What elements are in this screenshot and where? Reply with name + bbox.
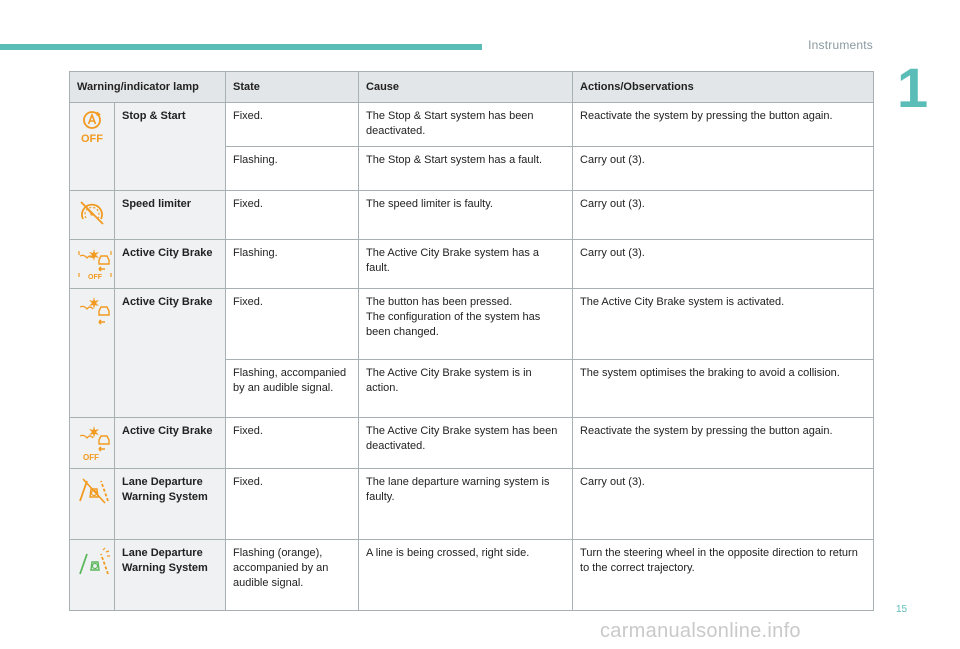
state-cell: Flashing, accompanied by an audible signal.	[226, 360, 359, 418]
cause-line: The button has been pressed.	[366, 296, 513, 308]
table-row	[70, 418, 874, 469]
off-label: OFF	[83, 453, 99, 462]
state-cell: Flashing (orange), accompanied by an audible signal.	[226, 540, 359, 611]
cause-cell: A line is being crossed, right side.	[359, 540, 573, 611]
warning-lamps-table	[69, 71, 874, 611]
lane-departure-crossing-icon	[77, 546, 111, 580]
action-cell: The Active City Brake system is activated.	[573, 289, 874, 360]
lamp-name: Lane Departure Warning System	[115, 469, 226, 540]
action-cell: Carry out (3).	[573, 240, 874, 289]
cause-cell: The Active City Brake system has a fault.	[359, 240, 573, 289]
chapter-number: 1	[897, 56, 929, 119]
table-header-row	[70, 72, 874, 103]
cause-cell: The lane departure warning system is faulty.	[359, 469, 573, 540]
active-city-brake-fault-icon	[77, 246, 113, 282]
state-cell: Flashing.	[226, 240, 359, 289]
state-cell: Fixed.	[226, 103, 359, 147]
state-cell: Fixed.	[226, 418, 359, 469]
column-header-state: State	[226, 72, 359, 103]
lamp-name: Lane Departure Warning System	[115, 540, 226, 611]
active-city-brake-icon	[77, 295, 113, 329]
state-cell: Flashing.	[226, 147, 359, 191]
table-row	[70, 240, 874, 289]
table-row	[70, 191, 874, 240]
action-cell: Carry out (3).	[573, 469, 874, 540]
icon-cell	[70, 418, 115, 469]
lamp-name: Speed limiter	[115, 191, 226, 240]
table-row	[70, 540, 874, 611]
state-cell: Fixed.	[226, 289, 359, 360]
lamp-name: Stop & Start	[115, 103, 226, 191]
off-label: OFF	[81, 133, 103, 145]
action-cell: The system optimises the braking to avoid a collision.	[573, 360, 874, 418]
cause-cell: The Active City Brake system is in action.	[359, 360, 573, 418]
table-row	[70, 103, 874, 147]
cause-cell: The speed limiter is faulty.	[359, 191, 573, 240]
stop-start-off-icon	[77, 109, 107, 145]
page-number: 15	[896, 604, 908, 615]
watermark: carmanualsonline.info	[600, 620, 801, 642]
lamp-name: Active City Brake	[115, 240, 226, 289]
icon-cell	[70, 191, 115, 240]
lamp-name: Active City Brake	[115, 289, 226, 418]
section-color-bar	[0, 44, 482, 50]
icon-cell	[70, 289, 115, 418]
table-row	[70, 469, 874, 540]
speed-limiter-icon	[77, 197, 107, 227]
cause-cell: The Stop & Start system has a fault.	[359, 147, 573, 191]
action-cell: Carry out (3).	[573, 147, 874, 191]
state-cell: Fixed.	[226, 469, 359, 540]
cause-line: The configuration of the system has been changed.	[366, 311, 541, 338]
icon-cell	[70, 240, 115, 289]
icon-cell	[70, 103, 115, 191]
active-city-brake-off-icon	[77, 424, 113, 462]
action-cell: Carry out (3).	[573, 191, 874, 240]
icon-cell	[70, 540, 115, 611]
off-label: OFF	[88, 274, 102, 281]
state-cell: Fixed.	[226, 191, 359, 240]
cause-cell: The Active City Brake system has been deactivated.	[359, 418, 573, 469]
lamp-name: Active City Brake	[115, 418, 226, 469]
action-cell: Turn the steering wheel in the opposite direction to return to the correct trajectory.	[573, 540, 874, 611]
cause-cell: The Stop & Start system has been deactivated.	[359, 103, 573, 147]
lane-departure-fault-icon	[77, 475, 111, 505]
column-header-cause: Cause	[359, 72, 573, 103]
column-header-lamp: Warning/indicator lamp	[70, 72, 226, 103]
cause-cell	[359, 289, 573, 360]
action-cell: Reactivate the system by pressing the button again.	[573, 418, 874, 469]
table-row	[70, 289, 874, 360]
section-title: Instruments	[808, 38, 873, 52]
icon-cell	[70, 469, 115, 540]
action-cell: Reactivate the system by pressing the button again.	[573, 103, 874, 147]
column-header-actions: Actions/Observations	[573, 72, 874, 103]
